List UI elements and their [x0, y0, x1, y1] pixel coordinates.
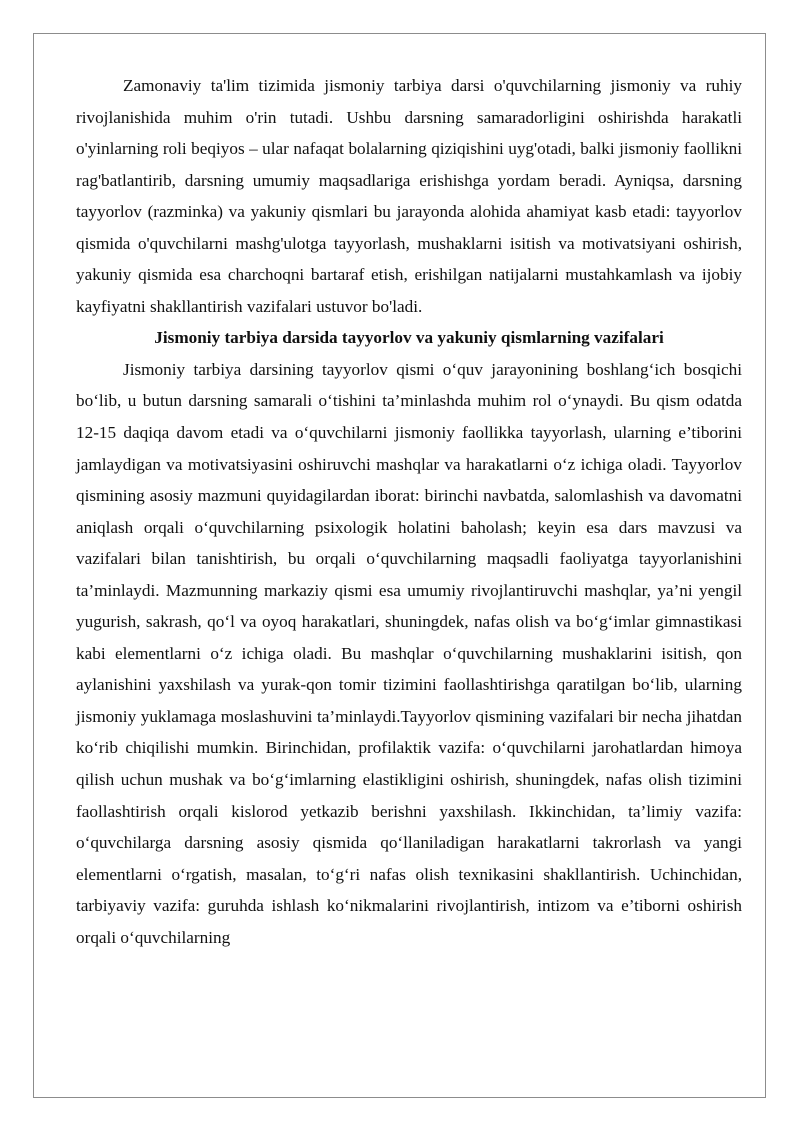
body-paragraph: Jismoniy tarbiya darsining tayyorlov qismi o‘quv jarayonining boshlang‘ich bosqichi bo‘lib, u butun darsning samarali o‘tishini ta’minlashda muhim rol o‘ynaydi. Bu qism odatda 12-15 daqiqa davom etadi va o‘quvchilarni jismoniy faollikka tayyorlash, ularning e’tiborini jamlaydigan va motivatsiyasini oshiruvchi mashqlar va harakatlarni o‘z ichiga oladi. Tayyorlov qismining asosiy mazmuni quyidagilardan iborat: birinchi navbatda, salomlashish va davomatni aniqlash orqali o‘quvchilarning psixologik holatini baholash; keyin esa dars mavzusi va vazifalari bilan tanishtirish, bu orqali o‘quvchilarning maqsadli faoliyatga tayyorlanishini ta’minlaydi. Mazmunning markaziy qismi esa umumiy rivojlantiruvchi mashqlar, ya’ni yengil yugurish, sakrash, qo‘l va oyoq harakatlari, shuningdek, nafas olish va bo‘g‘imlar gimnastikasi kabi elementlarni o‘z ichiga oladi. Bu mashqlar o‘quvchilarning mushaklarini isitish, qon aylanishini yaxshilash va yurak-qon tomir tizimini faollashtirishga qaratilgan bo‘lib, ularning jismoniy yuklamaga moslashuvini ta’minlaydi.Tayyorlov qismining vazifalari bir necha jihatdan ko‘rib chiqilishi mumkin. Birinchidan, profilaktik vazifa: o‘quvchilarni jarohatlardan himoya qilish uchun mushak va bo‘g‘imlarning elastikligini oshirish, shuningdek, nafas olish tizimini faollashtirish orqali kislorod yetkazib berishni yaxshilash. Ikkinchidan, ta’limiy vazifa: o‘quvchilarga darsning asosiy qismida qo‘llaniladigan harakatlarni takrorlash va yangi elementlarni o‘rgatish, masalan, to‘g‘ri nafas olish texnikasini shakllantirish. Uchinchidan, tarbiyaviy vazifa: guruhda ishlash ko‘nikmalarini rivojlantirish, intizom va e’tiborni oshirish orqali o‘quvchilarning	[76, 359, 742, 947]
document-body	[76, 70, 742, 953]
intro-paragraph: Zamonaviy ta'lim tizimida jismoniy tarbiya darsi o'quvchilarning jismoniy va ruhiy rivojlanishida muhim o'rin tutadi. Ushbu darsning samaradorligini oshirishda harakatli o'yinlarning roli beqiyos – ular nafaqat bolalarning qiziqishini uyg'otadi, balki jismoniy faollikni rag'batlantirib, darsning umumiy maqsadlariga erishishga yordam beradi. Ayniqsa, darsning tayyorlov (razminka) va yakuniy qismlari bu jarayonda alohida ahamiyat kasb etadi: tayyorlov qismida o'quvchilarni mashg'ulotga tayyorlash, mushaklarni isitish va motivatsiyani oshirish, yakuniy qismida esa charchoqni bartaraf etish, erishilgan natijalarni mustahkamlash va ijobiy kayfiyatni shakllantirish vazifalari ustuvor bo'ladi.	[76, 76, 742, 316]
section-heading: Jismoniy tarbiya darsida tayyorlov va yakuniy qismlarning vazifalari	[154, 328, 664, 348]
